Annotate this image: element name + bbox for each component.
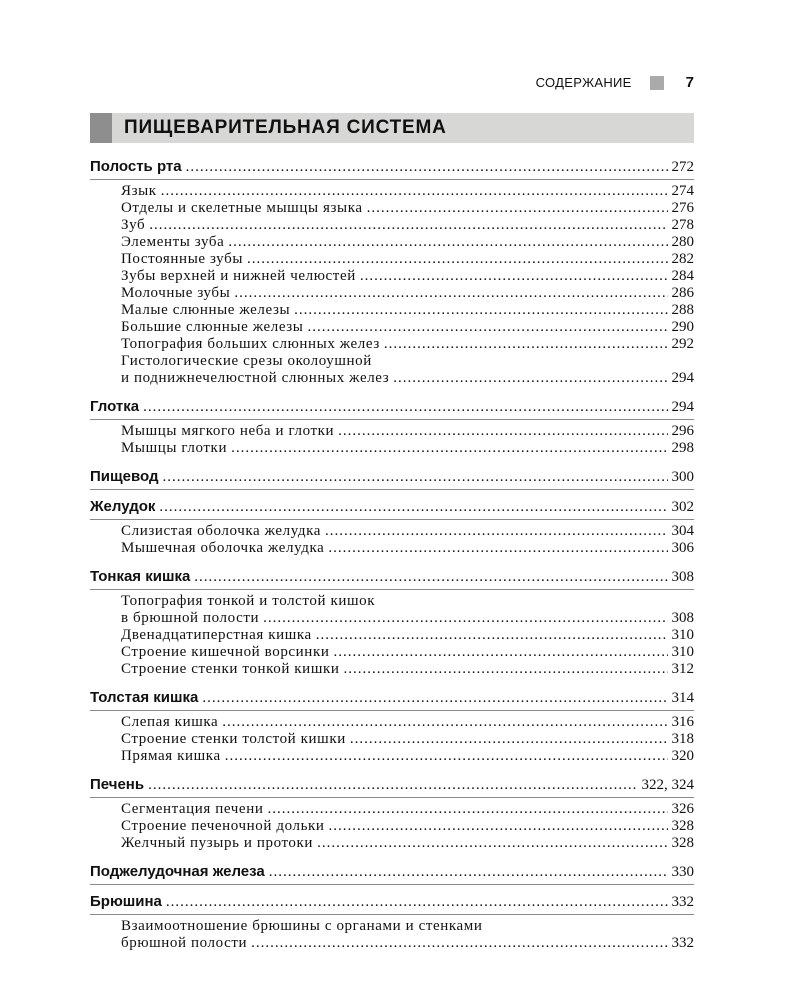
dot-leader [263, 610, 667, 627]
toc-item-title: Слизистая оболочка желудка [121, 523, 322, 539]
table-of-contents [90, 156, 694, 961]
toc-item-title: Строение печеночной дольки [121, 818, 325, 834]
toc-chapter[interactable] [90, 566, 694, 588]
toc-item-page: 310 [671, 627, 694, 643]
toc-item-page: 328 [671, 835, 694, 851]
toc-item[interactable] [90, 200, 694, 217]
dot-leader [143, 396, 667, 418]
toc-item-page: 288 [671, 302, 694, 318]
toc-item-title: Элементы зуба [121, 234, 225, 250]
dot-leader [161, 183, 668, 200]
toc-item-title: Малые слюнные железы [121, 302, 291, 318]
toc-chapter[interactable] [90, 861, 694, 883]
toc-item[interactable] [90, 644, 694, 661]
toc-chapter-group [90, 489, 694, 496]
toc-chapter-group [90, 884, 694, 891]
toc-item[interactable] [90, 731, 694, 748]
toc-chapter-page: 332 [671, 894, 694, 910]
toc-chapter-title: Глотка [90, 398, 140, 415]
toc-item-page: 320 [671, 748, 694, 764]
toc-chapter-title: Желудок [90, 498, 156, 515]
dot-leader [360, 268, 668, 285]
toc-item[interactable] [90, 319, 694, 336]
toc-item[interactable] [90, 370, 694, 387]
toc-chapter-title: Тонкая кишка [90, 568, 191, 585]
toc-item[interactable] [90, 440, 694, 457]
toc-item[interactable] [90, 818, 694, 835]
toc-item[interactable] [90, 217, 694, 234]
dot-leader [343, 661, 667, 678]
toc-chapter-page: 294 [671, 399, 694, 415]
toc-item-page: 304 [671, 523, 694, 539]
dot-leader [159, 496, 667, 518]
dot-leader [316, 627, 668, 644]
toc-item-title: Постоянные зубы [121, 251, 243, 267]
toc-chapter[interactable] [90, 891, 694, 913]
toc-item-page: 332 [671, 935, 694, 951]
toc-item[interactable] [90, 801, 694, 818]
toc-item-title: Топография больших слюнных желез [121, 336, 380, 352]
dot-leader [148, 774, 637, 796]
toc-item-page: 276 [671, 200, 694, 216]
dot-leader [338, 423, 667, 440]
toc-item[interactable] [90, 835, 694, 852]
dot-leader [234, 285, 667, 302]
toc-item-title: Строение стенки толстой кишки [121, 731, 346, 747]
dot-leader [294, 302, 667, 319]
toc-item-page: 306 [671, 540, 694, 556]
toc-item[interactable] [90, 540, 694, 557]
running-title: СОДЕРЖАНИЕ [535, 75, 632, 90]
toc-chapter-page: 314 [671, 690, 694, 706]
dot-leader [186, 156, 668, 178]
toc-item[interactable] [90, 251, 694, 268]
dot-leader [222, 714, 667, 731]
toc-item-page: 274 [671, 183, 694, 199]
toc-item-title: Мышечная оболочка желудка [121, 540, 325, 556]
dot-leader [307, 319, 667, 336]
toc-item[interactable] [90, 610, 694, 627]
dot-leader [225, 748, 668, 765]
dot-leader [194, 566, 667, 588]
toc-item-title: Строение стенки тонкой кишки [121, 661, 340, 677]
toc-item-page: 282 [671, 251, 694, 267]
banner-accent-block [90, 113, 112, 143]
dot-leader [163, 466, 668, 488]
toc-item-page: 292 [671, 336, 694, 352]
toc-item[interactable] [90, 423, 694, 440]
toc-chapter[interactable] [90, 156, 694, 178]
toc-chapter-page: 308 [671, 569, 694, 585]
toc-item-title: брюшной полости [121, 935, 248, 951]
section-banner [90, 113, 694, 143]
toc-item-page: 280 [671, 234, 694, 250]
toc-chapter-title: Толстая кишка [90, 689, 199, 706]
toc-item-page: 312 [671, 661, 694, 677]
toc-chapter[interactable] [90, 396, 694, 418]
toc-item[interactable] [90, 714, 694, 731]
dot-leader [393, 370, 667, 387]
toc-item[interactable] [90, 523, 694, 540]
toc-item[interactable] [90, 302, 694, 319]
toc-item-page: 278 [671, 217, 694, 233]
dot-leader [367, 200, 668, 217]
header-square-mark [650, 76, 664, 90]
toc-chapter-title: Печень [90, 776, 145, 793]
toc-item-title: Сегментация печени [121, 801, 264, 817]
toc-item-page: 298 [671, 440, 694, 456]
dot-leader [228, 234, 667, 251]
toc-item-first-line: Гистологические срезы околоушной [121, 353, 372, 369]
toc-chapter[interactable] [90, 496, 694, 518]
toc-item[interactable] [90, 268, 694, 285]
toc-chapter-page: 330 [671, 864, 694, 880]
toc-chapter-group [90, 589, 694, 687]
dot-leader [247, 251, 668, 268]
toc-chapter[interactable] [90, 466, 694, 488]
toc-item[interactable] [90, 627, 694, 644]
toc-chapter-title: Поджелудочная железа [90, 863, 265, 880]
toc-chapter-group [90, 797, 694, 861]
toc-item[interactable] [90, 336, 694, 353]
toc-item-title: Мышцы глотки [121, 440, 228, 456]
toc-chapter-page: 322, 324 [641, 777, 694, 793]
toc-item-title: Двенадцатиперстная кишка [121, 627, 312, 643]
toc-item[interactable] [90, 935, 694, 952]
toc-chapter-group [90, 179, 694, 396]
dot-leader [350, 731, 668, 748]
dot-leader [231, 440, 667, 457]
toc-item[interactable] [90, 748, 694, 765]
dot-leader [333, 644, 667, 661]
toc-chapter-group [90, 419, 694, 466]
toc-item[interactable] [90, 234, 694, 251]
toc-chapter-page: 272 [671, 159, 694, 175]
toc-item-title: Язык [121, 183, 157, 199]
toc-item-title: Молочные зубы [121, 285, 231, 301]
toc-chapter-group [90, 519, 694, 566]
dot-leader [328, 540, 667, 557]
page-number: 7 [685, 74, 694, 91]
toc-chapter-title: Полость рта [90, 158, 182, 175]
toc-item[interactable] [90, 285, 694, 302]
running-header [536, 74, 694, 91]
toc-item[interactable] [90, 661, 694, 678]
toc-chapter-title: Брюшина [90, 893, 162, 910]
toc-item-title: в брюшной полости [121, 610, 260, 626]
toc-item-first-line: Топография тонкой и толстой кишок [121, 593, 376, 609]
toc-item-page: 326 [671, 801, 694, 817]
toc-item-page: 284 [671, 268, 694, 284]
toc-chapter-title: Пищевод [90, 468, 159, 485]
dot-leader [149, 217, 667, 234]
dot-leader [202, 687, 667, 709]
toc-item[interactable] [90, 183, 694, 200]
toc-item-title: Большие слюнные железы [121, 319, 304, 335]
toc-item-page: 310 [671, 644, 694, 660]
dot-leader [269, 861, 668, 883]
toc-item-page: 328 [671, 818, 694, 834]
toc-item-title: Слепая кишка [121, 714, 219, 730]
toc-item-title: Прямая кишка [121, 748, 221, 764]
toc-item-title: Зубы верхней и нижней челюстей [121, 268, 356, 284]
toc-item-title: Строение кишечной ворсинки [121, 644, 330, 660]
dot-leader [384, 336, 668, 353]
toc-item-title: и поднижнечелюстной слюнных желез [121, 370, 390, 386]
toc-chapter[interactable] [90, 774, 694, 796]
toc-item-page: 296 [671, 423, 694, 439]
toc-item-title: Мышцы мягкого неба и глотки [121, 423, 335, 439]
toc-item-page: 290 [671, 319, 694, 335]
toc-item-page: 308 [671, 610, 694, 626]
toc-item-first-line: Взаимоотношение брюшины с органами и стенками [121, 918, 483, 934]
toc-item-page: 294 [671, 370, 694, 386]
dot-leader [166, 891, 668, 913]
toc-chapter-page: 302 [671, 499, 694, 515]
dot-leader [317, 835, 667, 852]
dot-leader [251, 935, 667, 952]
toc-item-title: Желчный пузырь и протоки [121, 835, 314, 851]
dot-leader [329, 818, 668, 835]
toc-chapter-page: 300 [671, 469, 694, 485]
section-title: ПИЩЕВАРИТЕЛЬНАЯ СИСТЕМА [124, 117, 447, 138]
dot-leader [267, 801, 667, 818]
toc-item-page: 286 [671, 285, 694, 301]
toc-item-page: 316 [671, 714, 694, 730]
toc-item-page: 318 [671, 731, 694, 747]
toc-item-title: Отделы и скелетные мышцы языка [121, 200, 363, 216]
dot-leader [325, 523, 667, 540]
toc-chapter-group [90, 710, 694, 774]
toc-item-title: Зуб [121, 217, 146, 233]
toc-chapter-group [90, 914, 694, 961]
toc-chapter[interactable] [90, 687, 694, 709]
